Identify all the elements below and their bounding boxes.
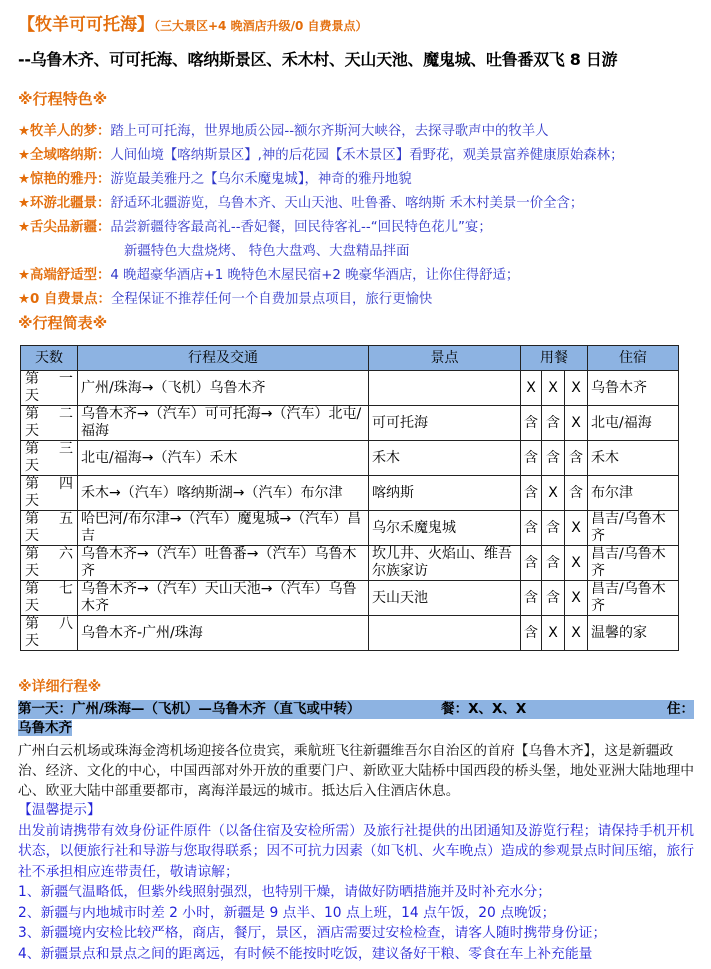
- feature-item: [18, 120, 623, 144]
- table-header: [21, 346, 679, 371]
- sight-cell: 可可托海: [369, 406, 521, 441]
- meal-breakfast-cell: 含: [521, 406, 542, 441]
- col-hotel: 住宿: [588, 346, 679, 371]
- col-route: 行程及交通: [78, 346, 369, 371]
- feature-continuation: 新疆特色大盘烧烤、 特色大盘鸡、大盘精品拌面: [124, 244, 410, 259]
- detail-heading: ※详细行程※: [18, 679, 102, 695]
- feature-text: 人间仙境【喀纳斯景区】,神的后花园【禾木景区】看野花，观美景富养健康原始森林；: [110, 148, 624, 163]
- meal-lunch-cell: X: [542, 371, 565, 406]
- day-cell: 第 八 天: [21, 616, 78, 651]
- hotel-cell: 昌吉/乌鲁木齐: [588, 546, 679, 581]
- meal-dinner-cell: X: [565, 546, 588, 581]
- title-main: 【牧羊可可托海】: [18, 15, 154, 35]
- feature-text: 踏上可可托海，世界地质公园--额尔齐斯河大峡谷，去探寻歌声中的牧羊人: [110, 124, 549, 139]
- meal-lunch-cell: 含: [542, 546, 565, 581]
- hotel-cell: 北屯/福海: [588, 406, 679, 441]
- meal-breakfast-cell: X: [521, 371, 542, 406]
- day-cell: 第 三 天: [21, 441, 78, 476]
- tips-heading: 【温馨提示】: [18, 802, 101, 818]
- meal-dinner-cell: X: [565, 616, 588, 651]
- day1-header: [18, 700, 694, 738]
- col-sight: 景点: [369, 346, 521, 371]
- tip-item: 4、新疆景点和景点之间的距离远，有时候不能按时吃饭，建议备好干粮、零食在车上补充能量: [18, 945, 593, 962]
- sight-cell: 喀纳斯: [369, 476, 521, 511]
- itinerary-table: [20, 345, 679, 651]
- day-cell: 第 四 天: [21, 476, 78, 511]
- route-cell: 禾木→（汽车）喀纳斯湖→（汽车）布尔津: [78, 476, 369, 511]
- feature-label: ★舌尖品新疆：: [18, 220, 111, 235]
- feature-item: [18, 144, 623, 168]
- tip-item: 2、新疆与内地城市时差 2 小时，新疆是 9 点半、10 点上班，14 点午饭，20 点晚饭；: [18, 904, 556, 921]
- feature-text: 游览最美雅丹之【乌尔禾魔鬼城】，神奇的雅丹地貌: [110, 172, 412, 187]
- meal-dinner-cell: X: [565, 371, 588, 406]
- table-row: [21, 581, 679, 616]
- day1-stay: 乌鲁木齐: [18, 720, 72, 736]
- page-title: [18, 10, 368, 35]
- summary-heading: ※行程简表※: [18, 314, 108, 332]
- col-day: 天数: [21, 346, 78, 371]
- meal-breakfast-cell: 含: [521, 616, 542, 651]
- meal-dinner-cell: 含: [565, 441, 588, 476]
- route-cell: 乌鲁木齐→（汽车）吐鲁番→（汽车）乌鲁木齐: [78, 546, 369, 581]
- features-list: [18, 120, 623, 312]
- route-cell: 北屯/福海→（汽车）禾木: [78, 441, 369, 476]
- sight-cell: [369, 371, 521, 406]
- meal-lunch-cell: 含: [542, 581, 565, 616]
- tour-subtitle: --乌鲁木齐、可可托海、喀纳斯景区、禾木村、天山天池、魔鬼城、吐鲁番双飞 8 日游: [18, 50, 618, 69]
- meal-dinner-cell: 含: [565, 476, 588, 511]
- tips-intro: 出发前请携带有效身份证件原件（以备住宿及安检所需）及旅行社提供的出团通知及游览行程；请保持手机开机状态，以便旅行社和导游与您取得联系；因不可抗力因素（如飞机、火车晚点）造成的参观景点时间压缩，旅行社不承担相应连带责任，敬请谅解；: [18, 822, 695, 880]
- day-cell: 第 七 天: [21, 581, 78, 616]
- feature-text: 全程保证不推荐任何一个自费加景点项目，旅行更愉快: [110, 292, 433, 307]
- feature-item: [18, 216, 623, 240]
- tips-section: [18, 800, 702, 964]
- col-meals: 用餐: [521, 346, 588, 371]
- day-cell: 第 一 天: [21, 371, 78, 406]
- route-cell: 乌鲁木齐-广州/珠海: [78, 616, 369, 651]
- feature-label: ★牧羊人的梦：: [18, 124, 111, 139]
- table-row: [21, 406, 679, 441]
- feature-item: [18, 192, 623, 216]
- meal-breakfast-cell: 含: [521, 581, 542, 616]
- feature-text: 舒适环北疆游览，乌鲁木齐、天山天池、吐鲁番、喀纳斯 禾木村美景一价全含；: [110, 196, 584, 211]
- day1-stay-label: 住：: [666, 701, 694, 717]
- sight-cell: 坎儿井、火焰山、维吾尔族家访: [369, 546, 521, 581]
- meal-lunch-cell: 含: [542, 441, 565, 476]
- meal-breakfast-cell: 含: [521, 511, 542, 546]
- table-row: [21, 511, 679, 546]
- table-row: [21, 441, 679, 476]
- route-cell: 哈巴河/布尔津→（汽车）魔鬼城→（汽车）昌吉: [78, 511, 369, 546]
- feature-label: ★全域喀纳斯：: [18, 148, 111, 163]
- hotel-cell: 昌吉/乌鲁木齐: [588, 581, 679, 616]
- meal-lunch-cell: X: [542, 476, 565, 511]
- day1-description: 广州白云机场或珠海金湾机场迎接各位贵宾，乘航班飞往新疆维吾尔自治区的首府【乌鲁木齐】，这是新疆政治、经济、文化的中心，中国西部对外开放的重要门户、新欧亚大陆桥中国西段的桥头堡，地处亚洲大陆地理中心、欧亚大陆中部重要都市，离海洋最远的城市。抵达后入住酒店休息。: [18, 743, 695, 799]
- feature-item: [18, 264, 623, 288]
- sight-cell: 禾木: [369, 441, 521, 476]
- table-row: [21, 616, 679, 651]
- meal-breakfast-cell: 含: [521, 546, 542, 581]
- route-cell: 广州/珠海→（飞机）乌鲁木齐: [78, 371, 369, 406]
- hotel-cell: 布尔津: [588, 476, 679, 511]
- day1-meals: 餐：X、X、X: [441, 701, 527, 717]
- route-cell: 乌鲁木齐→（汽车）天山天池→（汽车）乌鲁木齐: [78, 581, 369, 616]
- sight-cell: 天山天池: [369, 581, 521, 616]
- table-row: [21, 371, 679, 406]
- hotel-cell: 昌吉/乌鲁木齐: [588, 511, 679, 546]
- feature-label: ★高端舒适型：: [18, 268, 111, 283]
- meal-lunch-cell: 含: [542, 511, 565, 546]
- day1-title: 第一天：广州/珠海—（飞机）—乌鲁木齐（直飞或中转）: [18, 701, 361, 717]
- meal-breakfast-cell: 含: [521, 441, 542, 476]
- hotel-cell: 乌鲁木齐: [588, 371, 679, 406]
- feature-item: [18, 168, 623, 192]
- feature-label: ★0 自费景点：: [18, 292, 111, 307]
- route-cell: 乌鲁木齐→（汽车）可可托海→（汽车）北屯/福海: [78, 406, 369, 441]
- meal-lunch-cell: X: [542, 616, 565, 651]
- hotel-cell: 温馨的家: [588, 616, 679, 651]
- feature-item: [18, 288, 623, 312]
- meal-dinner-cell: X: [565, 406, 588, 441]
- day-cell: 第 五 天: [21, 511, 78, 546]
- tip-item: 3、新疆境内安检比较严格，商店，餐厅，景区，酒店需要过安检检查，请客人随时携带身份证；: [18, 925, 607, 941]
- feature-label: ★环游北疆景：: [18, 196, 111, 211]
- meal-lunch-cell: 含: [542, 406, 565, 441]
- sight-cell: 乌尔禾魔鬼城: [369, 511, 521, 546]
- title-sub: （三大景区+4 晚酒店升级/0 自费景点）: [154, 19, 368, 33]
- feature-label: ★惊艳的雅丹：: [18, 172, 111, 187]
- feature-text: 4 晚超豪华酒店+1 晚特色木屋民宿+2 晚豪华酒店，让你住得舒适；: [110, 268, 520, 283]
- meal-breakfast-cell: 含: [521, 476, 542, 511]
- meal-dinner-cell: X: [565, 511, 588, 546]
- hotel-cell: 禾木: [588, 441, 679, 476]
- day-cell: 第 二 天: [21, 406, 78, 441]
- day-cell: 第 六 天: [21, 546, 78, 581]
- table-row: [21, 546, 679, 581]
- features-heading: ※行程特色※: [18, 90, 108, 108]
- sight-cell: [369, 616, 521, 651]
- feature-text: 品尝新疆待客最高礼--香妃餐，回民待客礼--“回民特色花儿”宴；: [110, 220, 492, 235]
- tip-item: 1、新疆气温略低，但紫外线照射强烈，也特别干燥，请做好防晒措施并及时补充水分；: [18, 884, 552, 900]
- meal-dinner-cell: X: [565, 581, 588, 616]
- table-row: [21, 476, 679, 511]
